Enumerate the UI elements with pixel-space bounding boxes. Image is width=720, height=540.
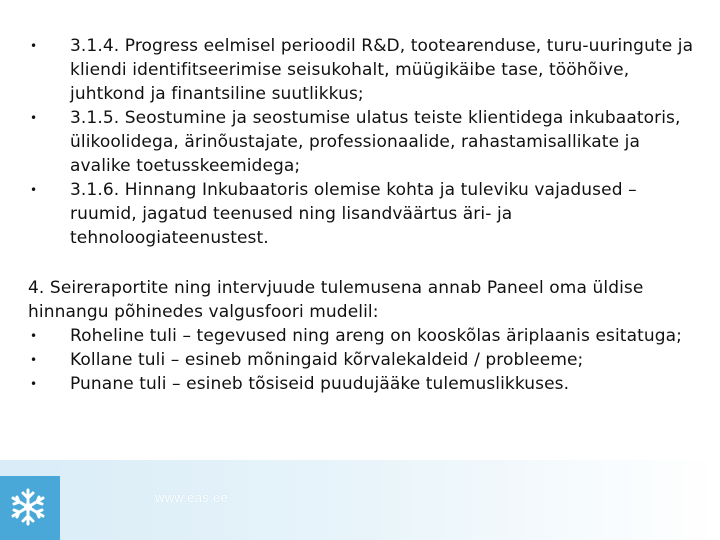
list-item: • 3.1.6. Hinnang Inkubaatoris olemise kohta ja tuleviku vajadused – ruumid, jagatud teenused ning lisandväärtus äri- ja tehnoloogiateenustest. xyxy=(28,178,696,250)
list-item-yellow: • Kollane tuli – esineb mõningaid kõrvalekaldeid / probleeme; xyxy=(28,348,696,372)
eas-logo xyxy=(0,476,60,540)
list-item-red: • Punane tuli – esineb tõsiseid puudujääke tulemuslikkuses. xyxy=(28,372,696,396)
list-item: • 3.1.4. Progress eelmisel perioodil R&D, tootearenduse, turu-uuringute ja kliendi identifitseerimise seisukohalt, müügikäibe tase, tööhõive, juhtkond ja finantsiline suutlikkus; xyxy=(28,34,696,106)
section-3-list xyxy=(28,34,696,250)
section-4-intro: 4. Seireraportite ning intervjuude tulemusena annab Paneel oma üldise hinnangu põhinedes valgusfoori mudelil: xyxy=(28,278,644,322)
traffic-light-list xyxy=(28,324,696,396)
list-item: • 3.1.5. Seostumine ja seostumise ulatus teiste klientidega inkubaatoris, ülikoolidega, ärinõustajate, professionaalide, rahastamisallikate ja avalike toetusskeemidega; xyxy=(28,106,696,178)
slide-content xyxy=(28,34,696,396)
snowflake-icon xyxy=(6,484,50,530)
footer-bar xyxy=(0,460,720,540)
list-item-green: • Roheline tuli – tegevused ning areng on kooskõlas äriplaanis esitatuga; xyxy=(28,324,696,348)
website-url[interactable]: www.eas.ee xyxy=(155,490,229,505)
